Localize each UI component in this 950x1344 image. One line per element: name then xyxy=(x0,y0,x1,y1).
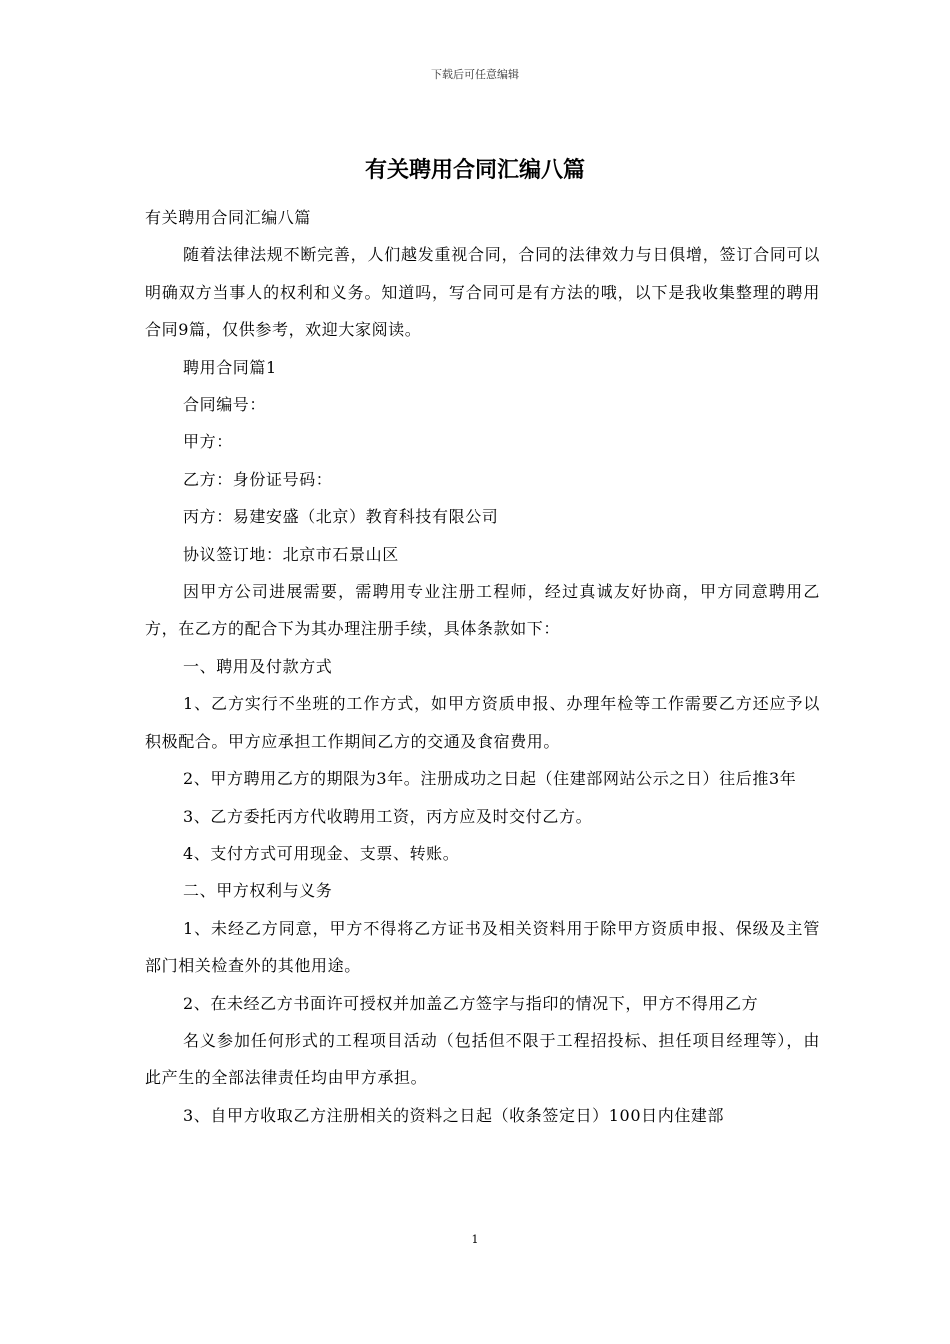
clause: 4、支付方式可用现金、支票、转账。 xyxy=(183,843,460,863)
signing-location-field: 协议签订地：北京市石景山区 xyxy=(183,544,399,564)
section-heading: 二、甲方权利与义务 xyxy=(183,881,333,901)
paragraph: 随着法律法规不断完善，人们越发重视合同，合同的法律效力与日俱增，签订合同可以明确双方当事人的权利和义务。知道吗，写合同可是有方法的哦，以下是我收集整理的聘用合同9篇，仅供参考，欢迎大家阅读。 xyxy=(145,245,820,340)
paragraph: 因甲方公司进展需要，需聘用专业注册工程师，经过真诚友好协商，甲方同意聘用乙方，在乙方的配合下为其办理注册手续，具体条款如下： xyxy=(145,582,820,639)
clause: 1、乙方实行不坐班的工作方式，如甲方资质申报、办理年检等工作需要乙方还应予以积极配合。甲方应承担工作期间乙方的交通及食宿费用。 xyxy=(145,694,820,751)
party-c-field: 丙方：易建安盛（北京）教育科技有限公司 xyxy=(183,507,499,527)
party-b-field: 乙方：身份证号码： xyxy=(183,469,333,489)
paragraph: 有关聘用合同汇编八篇 xyxy=(145,208,312,227)
clause: 3、自甲方收取乙方注册相关的资料之日起（收条签定日）100日内住建部 xyxy=(183,1105,725,1125)
document-body xyxy=(145,199,820,1134)
clause: 1、未经乙方同意，甲方不得将乙方证书及相关资料用于除甲方资质申报、保级及主管部门相关检查外的其他用途。 xyxy=(145,918,820,976)
clause: 2、在未经乙方书面许可授权并加盖乙方签字与指印的情况下，甲方不得用乙方 xyxy=(183,993,759,1013)
section-heading: 聘用合同篇1 xyxy=(183,357,277,377)
clause: 2、甲方聘用乙方的期限为3年。注册成功之日起（住建部网站公示之日）往后推3年 xyxy=(183,769,797,789)
document-title: 有关聘用合同汇编八篇 xyxy=(364,157,585,183)
page-number: 1 xyxy=(471,1233,479,1246)
contract-number-field: 合同编号： xyxy=(183,395,267,415)
section-heading: 一、聘用及付款方式 xyxy=(183,656,333,676)
clause: 名义参加任何形式的工程项目活动（包括但不限于工程招投标、担任项目经理等），由此产生的全部法律责任均由甲方承担。 xyxy=(145,1030,820,1088)
header-note: 下载后可任意编辑 xyxy=(431,68,519,81)
clause: 3、乙方委托丙方代收聘用工资，丙方应及时交付乙方。 xyxy=(183,806,593,826)
party-a-field: 甲方： xyxy=(183,432,233,452)
